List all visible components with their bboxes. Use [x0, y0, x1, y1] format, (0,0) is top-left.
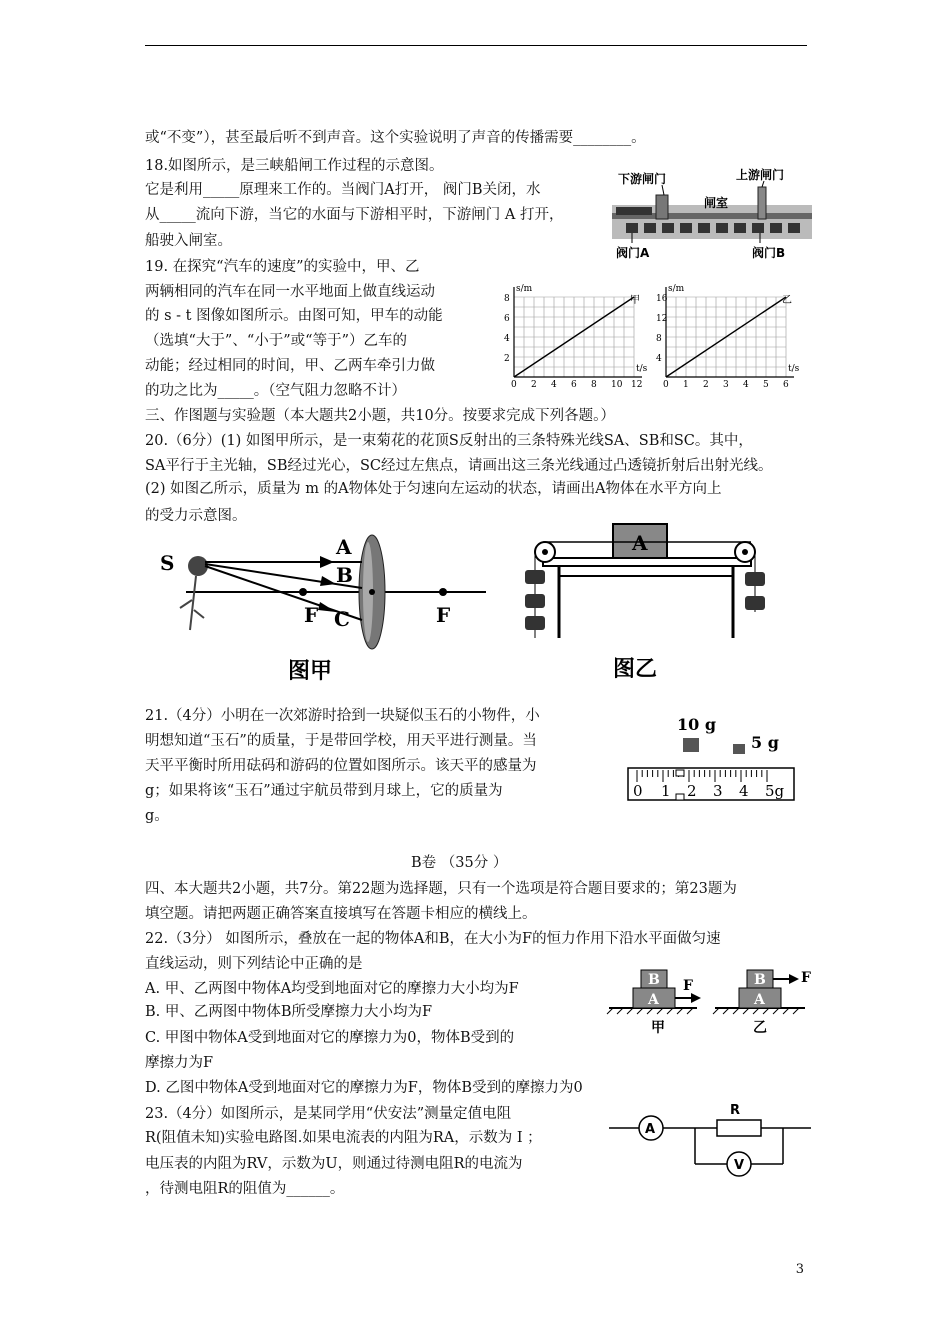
section-4-line-b: 填空题。请把两题正确答案直接填写在答题卡相应的横线上。 — [145, 906, 537, 922]
caption-fig-yi: 图乙 — [613, 657, 658, 682]
scale-label-4: 4 — [739, 782, 749, 800]
force-arrowhead-yi-icon — [789, 974, 799, 984]
q19-line-b: 两辆相同的汽车在同一水平地面上做直线运动 — [145, 284, 435, 300]
left-weights-icon — [525, 570, 545, 630]
q22-line-b: 直线运动，则下列结论中正确的是 — [145, 956, 363, 972]
optical-center — [369, 589, 375, 595]
graph-yi-xtick-label: 6 — [783, 380, 789, 387]
q18-line-b: 它是利用_____原理来工作的。当阀门A打开， 阀门B关闭，水 — [145, 182, 541, 198]
graph-yi-xtick-label: 5 — [763, 380, 769, 387]
q20-line-d: 的受力示意图。 — [145, 508, 247, 524]
weight-5g-label: 5 g — [751, 733, 779, 752]
upstream-gate-shape — [758, 187, 766, 219]
flower-stem-icon — [180, 576, 204, 630]
label-f-left: F — [304, 603, 319, 627]
graph-yi-ylabel: s/m — [668, 284, 685, 294]
graph-jia-ytick-label: 4 — [504, 334, 510, 344]
ray-sa-arrow-icon — [320, 556, 334, 568]
ammeter-label: A — [645, 1122, 656, 1137]
caption-yi: 乙 — [753, 1020, 767, 1036]
q22-option-d: D. 乙图中物体A受到地面对它的摩擦力为F，物体B受到的摩擦力为0 — [145, 1080, 583, 1096]
section-4-line-a: 四、本大题共2小题，共7分。第22题为选择题，只有一个选项是符合题目要求的；第23题为 — [145, 881, 737, 897]
graph-jia-xtick-label: 4 — [551, 380, 557, 387]
scale-label-1: 1 — [661, 782, 671, 800]
force-arrowhead-jia-icon — [691, 993, 701, 1003]
label-s: S — [160, 551, 175, 575]
voltmeter-label: V — [734, 1158, 745, 1173]
q23-line-c: 电压表的内阻为RV，示数为U，则通过待测电阻R的电流为 — [145, 1156, 523, 1172]
graph-jia-ytick-label: 6 — [504, 314, 510, 324]
q18-line-d: 船驶入闸室。 — [145, 233, 232, 249]
scale-label-3: 3 — [713, 782, 723, 800]
block-a-jia-label: A — [648, 992, 659, 1008]
q21-line-d: g；如果将该“玉石”通过宇航员带到月球上，它的质量为 — [145, 783, 503, 799]
graph-jia-xtick-label: 12 — [631, 380, 643, 387]
optics-figure — [150, 530, 495, 685]
q20-line-c: (2) 如图乙所示，质量为 m 的A物体处于匀速向左运动的状态，请画出A物体在水平方向上 — [145, 481, 722, 497]
blocks-yi — [713, 970, 811, 1036]
upstream-gate-label: 上游闸门 — [736, 168, 785, 182]
force-f-yi-label: F — [801, 970, 811, 986]
line-1: 或“不变”），甚至最后听不到声音。这个实验说明了声音的传播需要________。 — [145, 130, 646, 146]
graph-yi-ytick-label: 16 — [656, 294, 668, 304]
right-focus-point — [439, 588, 447, 596]
scale-label-5g: 5g — [765, 782, 785, 800]
graph-yi-xtick-label: 1 — [683, 380, 689, 387]
q23-line-a: 23.（4分）如图所示，是某同学用“伏安法”测量定值电阻 — [145, 1106, 512, 1122]
graph-jia-xtick-label: 2 — [531, 380, 537, 387]
q19-line-d: （选填“大于”、“小于”或“等于”）乙车的 — [145, 333, 407, 349]
caption-jia: 甲 — [651, 1020, 665, 1036]
q19-line-c: 的 s - t 图像如图所示。由图可知，甲车的动能 — [145, 308, 443, 324]
graph-yi-xlabel: t/s — [788, 364, 800, 374]
q21-line-a: 21.（4分）小明在一次郊游时拾到一块疑似玉石的小物件，小 — [145, 708, 540, 724]
q23-line-b: R(阻值未知)实验电路图.如果电流表的内阻为RA，示数为 I ； — [145, 1130, 542, 1146]
graph-jia-ytick-label: 8 — [504, 294, 510, 304]
block-b-yi-label: B — [754, 972, 766, 988]
header-rule — [145, 45, 807, 46]
graph-jia-xtick-label: 10 — [611, 380, 623, 387]
q19-line-a: 19. 在探究“汽车的速度”的实验中，甲、乙 — [145, 259, 420, 275]
weight-10g-label: 10 g — [677, 715, 717, 734]
q20-line-a: 20.（6分）(1) 如图甲所示，是一束菊花的花顶S反射出的三条特殊光线SA、SB和SC。其中， — [145, 433, 753, 449]
caption-fig-jia: 图甲 — [288, 659, 333, 684]
q21-line-b: 明想知道“玉石”的质量，于是带回学校，用天平进行测量。当 — [145, 733, 537, 749]
graph-jia-xtick-label: 0 — [511, 380, 517, 387]
q22-option-a: A. 甲、乙两图中物体A均受到地面对它的摩擦力大小均为F — [145, 981, 519, 997]
q21-line-e: g。 — [145, 808, 169, 824]
q19-line-e: 动能；经过相同的时间，甲、乙两车牵引力做 — [145, 358, 435, 374]
weight-5g-icon — [733, 744, 745, 754]
block-b-jia-label: B — [648, 972, 660, 988]
graph-jia-ylabel: s/m — [516, 284, 533, 294]
resistor-label: R — [730, 1103, 741, 1118]
page-number: 3 — [795, 1262, 804, 1277]
q21-line-c: 天平平衡时所用砝码和游码的位置如图所示。该天平的感量为 — [145, 758, 537, 774]
label-c: C — [334, 607, 350, 631]
label-f-right: F — [436, 603, 451, 627]
section-3-heading: 三、作图题与实验题（本大题共2小题，共10分。按要求完成下列各题。） — [145, 408, 615, 424]
downstream-gate-shape — [656, 195, 668, 219]
graph-jia-ytick-label: 2 — [504, 354, 510, 364]
graph-yi-ytick-label: 12 — [656, 314, 668, 324]
graph-jia-series-name: 甲 — [630, 295, 640, 306]
weight-10g-icon — [683, 738, 699, 752]
label-a: A — [336, 535, 352, 559]
graph-yi-xtick-label: 2 — [703, 380, 709, 387]
q22-option-c-line1: C. 甲图中物体A受到地面对它的摩擦力为0，物体B受到的 — [145, 1030, 515, 1046]
q20-line-b: SA平行于主光轴，SB经过光心，SC经过左焦点，请画出这三条光线通过凸透镜折射后出射光线。 — [145, 458, 773, 474]
graph-yi-xtick-label: 0 — [663, 380, 669, 387]
ship-lock-figure — [612, 165, 812, 263]
ship-icon — [616, 207, 652, 215]
blocks-jia — [607, 970, 701, 1036]
force-f-jia-label: F — [683, 978, 693, 994]
left-focus-point — [299, 588, 307, 596]
graph-jia-xlabel: t/s — [636, 364, 648, 374]
valve-b-label: 阀门B — [752, 246, 786, 260]
q22-option-c-line2: 摩擦力为F — [145, 1055, 214, 1071]
graph-yi-ytick-label: 8 — [656, 334, 662, 344]
circuit-figure — [605, 1098, 815, 1178]
table-top — [543, 558, 751, 566]
block-a-label: A — [632, 531, 648, 555]
chamber-label: 闸室 — [704, 196, 729, 210]
scale-label-2: 2 — [687, 782, 697, 800]
q19-line-f: 的功之比为_____。（空气阻力忽略不计） — [145, 383, 406, 399]
q18-line-a: 18.如图所示，是三峡船闸工作过程的示意图。 — [145, 158, 444, 174]
resistor-icon — [717, 1120, 761, 1136]
b-paper-heading: B卷 （35分 ） — [411, 855, 508, 871]
graph-yi-series-name: 乙 — [782, 295, 792, 306]
downstream-gate-label: 下游闸门 — [618, 172, 667, 186]
stacked-blocks-figure — [605, 962, 815, 1038]
graph-jia-xtick-label: 8 — [591, 380, 597, 387]
q22-line-a: 22.（3分） 如图所示，叠放在一起的物体A和B，在大小为F的恒力作用下沿水平面做匀速 — [145, 931, 721, 947]
label-b: B — [336, 563, 353, 587]
q18-line-c: 从_____流向下游，当它的水面与下游相平时，下游闸门 A 打开， — [145, 207, 564, 223]
scale-label-0: 0 — [633, 782, 643, 800]
q23-line-d: ，待测电阻R的阻值为______。 — [145, 1181, 345, 1197]
balance-figure — [625, 712, 797, 804]
s-t-graphs-figure — [500, 277, 810, 387]
rider-bottom-icon[interactable] — [676, 794, 684, 800]
block-a-yi-label: A — [754, 992, 765, 1008]
graph-yi-ytick-label: 4 — [656, 354, 662, 364]
rider-top-icon[interactable] — [676, 770, 684, 776]
valve-a-label: 阀门A — [616, 246, 650, 260]
graph-yi-xtick-label: 3 — [723, 380, 729, 387]
pulley-table-figure — [515, 520, 775, 685]
graph-yi-xtick-label: 4 — [743, 380, 749, 387]
q22-option-b: B. 甲、乙两图中物体B所受摩擦力大小均为F — [145, 1004, 433, 1020]
downstream-gate-pointer — [662, 185, 664, 195]
graph-jia-xtick-label: 6 — [571, 380, 577, 387]
